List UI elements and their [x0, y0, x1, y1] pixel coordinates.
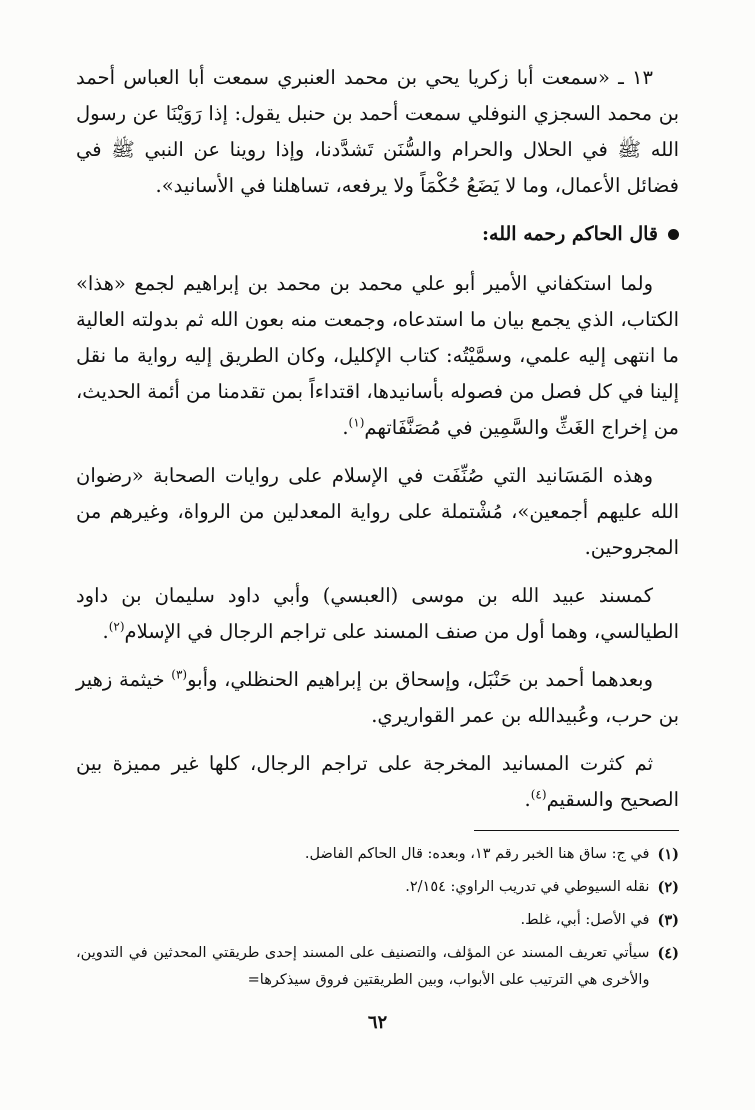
footnote-item	[76, 841, 679, 868]
paragraph-4: وبعدهما أحمد بن حَنْبَل، وإسحاق بن إبراهيم الحنظلي، وأبو$^{(٣)}$ خيثمة زهير بن حرب، وعُبيدالله بن عمر القواريري.	[76, 667, 679, 727]
footnote-text: سيأتي تعريف المسند عن المؤلف، والتصنيف على المسند إحدى طريقتي المحدثين في التدوين، والأخرى هي الترتيب على الأبواب، وبين الطريقتين فروق سيذكرها=	[76, 945, 650, 988]
footnote-ref-4[interactable]: (٤)	[530, 787, 547, 802]
footnote-divider	[474, 830, 679, 831]
footnote-text: نقله السيوطي في تدريب الراوي: ٢/١٥٤.	[405, 879, 650, 895]
paragraph-1: ولما استكفاني الأمير أبو علي محمد بن محمد بن إبراهيم لجمع «هذا» الكتاب، الذي يجمع بيان ما استدعاه، وجمعت منه بعون الله ثم بدولته العالية ما انتهى إليه علمي، وسمَّيْتُه: كتاب الإكليل، وكان الطريق إليه رواية ما نقل إلينا في كل فصل من فصوله بأسانيدها، اقتداءاً بمن تقدمنا من أئمة الحديث، من إخراج الغَثِّ والسَّمِين في مُصَنَّفَاتهم$^{(١)}$.	[76, 272, 679, 439]
footnote-ref-3[interactable]: (٣)	[171, 667, 188, 682]
footnote-text: في الأصل: أبي، غلط.	[520, 912, 650, 928]
paragraph-5: ثم كثرت المسانيد المخرجة على تراجم الرجال، كلها غير مميزة بين الصحيح والسقيم$^{(٤)}$.	[76, 752, 679, 811]
footnotes	[76, 841, 679, 994]
heading-text: قال الحاكم رحمه الله:	[482, 223, 658, 245]
footnote-number: (٣)	[657, 912, 679, 929]
footnote-ref-2[interactable]: (٢)	[108, 619, 125, 634]
bullet-icon	[668, 229, 679, 240]
footnote-item	[76, 874, 679, 901]
section-heading	[76, 216, 679, 252]
paragraph-2: وهذه المَسَانيد التي صُنِّفَت في الإسلام على روايات الصحابة «رضوان الله عليهم أجمعين»، مُشْتملة على رواية المعدلين من الرواة، وغيرهم من المجروحين.	[76, 464, 679, 559]
footnote-item	[76, 940, 679, 994]
footnote-number: (٤)	[657, 945, 679, 962]
footnote-item	[76, 907, 679, 934]
footnote-text: في ج: ساق هنا الخبر رقم ١٣، وبعده: قال الحاكم الفاضل.	[304, 846, 650, 862]
page-number: ٦٢	[367, 1012, 388, 1033]
footnote-number: (٢)	[657, 879, 679, 896]
footnote-ref-1[interactable]: (١)	[348, 415, 365, 430]
paragraph-3: كمسند عبيد الله بن موسى (العبسي) وأبي داود سليمان بن داود الطيالسي، وهما أول من صنف المسند على تراجم الرجال في الإسلام$^{(٢)}$.	[76, 584, 679, 643]
paragraph-hadith-13: ١٣ ـ «سمعت أبا زكريا يحي بن محمد العنبري سمعت أبا العباس أحمد بن محمد السجزي النوفلي سمعت أحمد بن حنبل يقول: إذا رَوَيْنَا عن رسول الله ﷺ في الحلال والحرام والسُّنَن تَشدَّدنا، وإذا روينا عن النبي ﷺ في فضائل الأعمال، وما لا يَضَعُ حُكْمَاً ولا يرفعه، تساهلنا في الأسانيد».	[76, 66, 679, 197]
footnote-number: (١)	[657, 846, 679, 863]
